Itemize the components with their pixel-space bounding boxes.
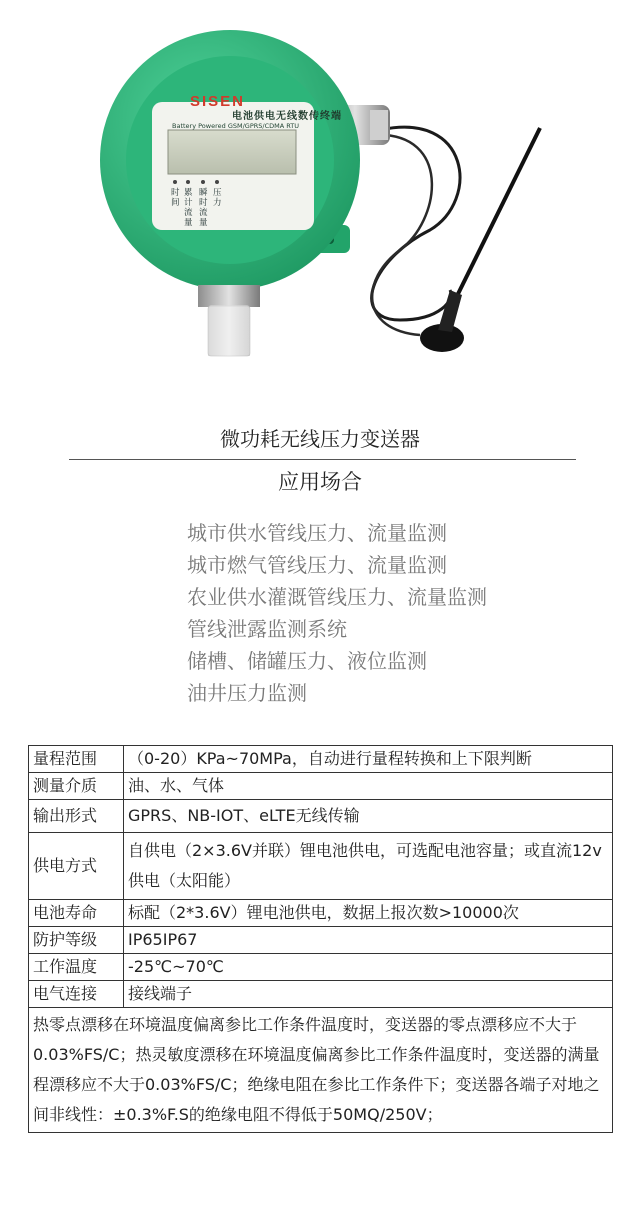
spec-key: 供电方式 [29, 833, 124, 900]
section-heading: 应用场合 [278, 470, 362, 494]
spec-value: 自供电（2×3.6V并联）锂电池供电，可选配电池容量；或直流12v供电（太阳能） [124, 833, 613, 900]
spec-key: 测量介质 [29, 773, 124, 800]
spec-value: 接线端子 [124, 981, 613, 1008]
spec-table [28, 745, 613, 1133]
list-item: 城市燃气管线压力、流量监测 [187, 553, 447, 577]
divider [69, 459, 576, 460]
device-subtitle: Battery Powered GSM/GPRS/CDMA RTU [172, 122, 300, 130]
brand-logo: SISEN [190, 93, 246, 110]
spec-value: （0-20）KPa~70MPa，自动进行量程转换和上下限判断 [124, 746, 613, 773]
spec-key: 量程范围 [29, 746, 124, 773]
list-item: 油井压力监测 [187, 681, 307, 705]
product-photo [0, 0, 640, 410]
indicator-label: 瞬时流量 [199, 188, 208, 228]
table-row [29, 773, 613, 800]
list-item: 储槽、储罐压力、液位监测 [187, 649, 427, 673]
table-row [29, 833, 613, 900]
spec-value: GPRS、NB-IOT、eLTE无线传输 [124, 800, 613, 833]
list-item: 管线泄露监测系统 [187, 617, 347, 641]
indicator-label: 时间 [171, 188, 180, 208]
spec-value: 油、水、气体 [124, 773, 613, 800]
spec-value: 标配（2*3.6V）锂电池供电，数据上报次数>10000次 [124, 900, 613, 927]
spec-key: 输出形式 [29, 800, 124, 833]
list-item: 农业供水灌溉管线压力、流量监测 [187, 585, 487, 609]
indicator-label: 压力 [213, 188, 222, 208]
spec-key: 电池寿命 [29, 900, 124, 927]
spec-value: -25℃~70℃ [124, 954, 613, 981]
footnote-text: 热零点漂移在环境温度偏离参比工作条件温度时，变送器的零点漂移应不大于0.03%FS/C；热灵敏度漂移在环境温度偏离参比工作条件温度时，变送器的满量程漂移应不大于0.03%FS/C；绝缘电阻在参比工作条件下；变送器各端子对地之间非线性：±0.3%F.S的绝缘电阻不得低于50MQ/250V； [29, 1008, 613, 1133]
indicator-label: 累计流量 [184, 188, 193, 228]
device-name: 电池供电无线数传终端 [232, 111, 342, 122]
spec-key: 电气连接 [29, 981, 124, 1008]
table-row [29, 800, 613, 833]
spec-key: 防护等级 [29, 927, 124, 954]
application-list [187, 517, 487, 709]
table-row [29, 1008, 613, 1133]
spec-key: 工作温度 [29, 954, 124, 981]
transmitter-illustration [0, 0, 640, 410]
table-row [29, 981, 613, 1008]
product-title: 微功耗无线压力变送器 [220, 427, 420, 451]
table-row [29, 746, 613, 773]
table-row [29, 900, 613, 927]
spec-value: IP65IP67 [124, 927, 613, 954]
table-row [29, 954, 613, 981]
list-item: 城市供水管线压力、流量监测 [187, 521, 447, 545]
table-row [29, 927, 613, 954]
